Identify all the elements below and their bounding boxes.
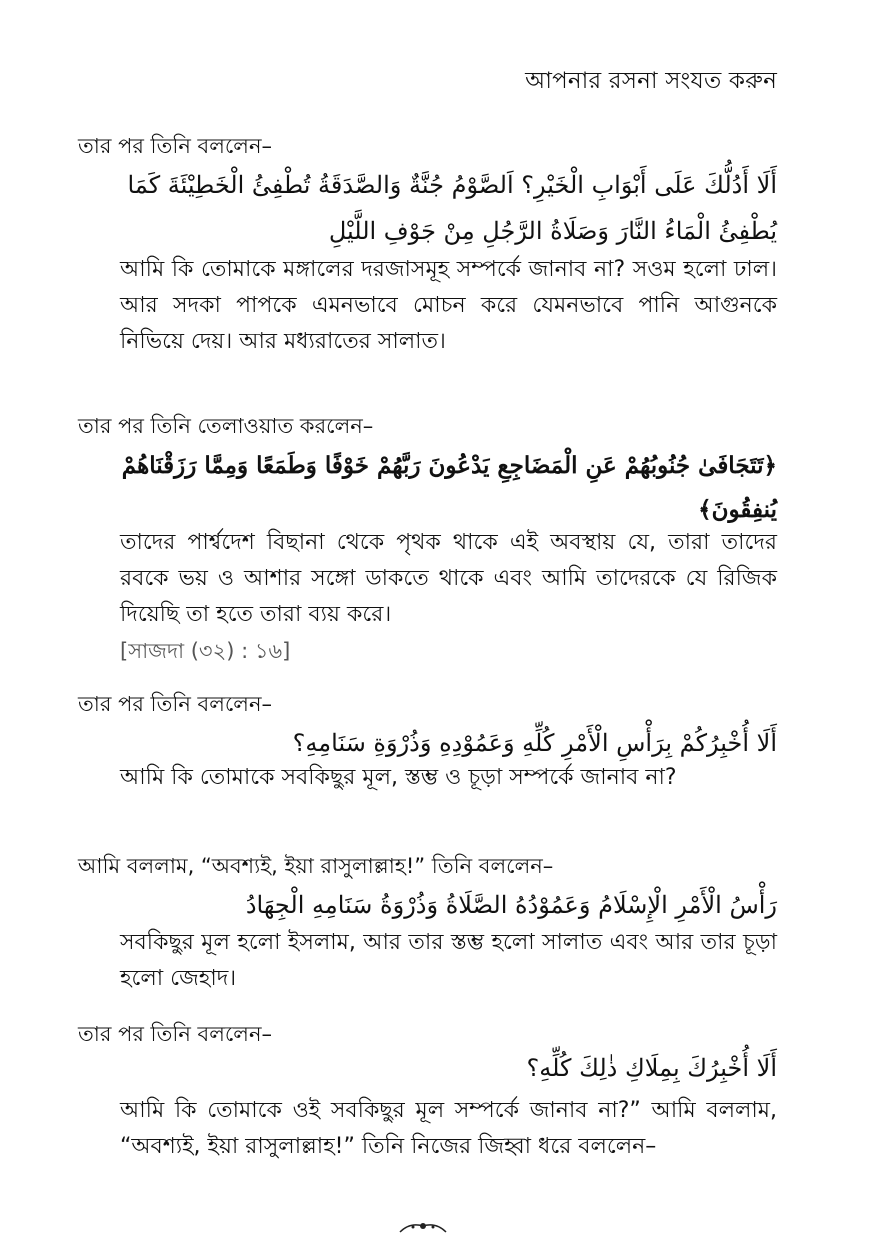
section-3-translation: আমি কি তোমাকে সবকিছুর মূল, স্তম্ভ ও চূড়া সম্পর্কে জানাব না? [120,765,677,790]
running-header: আপনার রসনা সংযত করুন [525,68,777,94]
section-4-arabic: رَأْسُ الْأَمْرِ الْإِسْلَامُ وَعَمُوْدُهُ الصَّلَاةُ وَذُرْوَةُ سَنَامِهِ الْجِهَادُ [245,891,777,919]
section-5-translation: আমি কি তোমাকে ওই সবকিছুর মূল সম্পর্কে জানাব না?” আমি বললাম, “অবশ্যই, ইয়া রাসুলাল্লাহ!” তিনি নিজের জিহ্বা ধরে বললেন– [120,1098,777,1159]
section-4-translation: সবকিছুর মূল হলো ইসলাম, আর তার স্তম্ভ হলো সালাত এবং আর তার চূড়া হলো জেহাদ। [120,930,777,991]
section-1-arabic: أَلَا أَدُلُّكَ عَلَى أَبْوَابِ الْخَيْرِ؟ اَلصَّوْمُ جُنَّةٌ وَالصَّدَقَةُ تُطْفِئُ الْخَطِيْئَةَ كَمَا يُطْفِئُ الْمَاءُ النَّارَ وَصَلَاةُ الرَّجُلِ مِنْ جَوْفِ اللَّيْلِ [127,171,777,245]
section-2-intro: তার পর তিনি তেলাওয়াত করলেন– [78,414,374,438]
section-2-translation [120,525,777,670]
section-3-arabic: أَلَا أُخْبِرُكُمْ بِرَأْسِ الْأَمْرِ كُلِّهِ وَعَمُوْدِهِ وَذُرْوَةِ سَنَامِهِ؟ [292,729,777,757]
page-ornament-icon [398,1218,448,1234]
section-5-arabic: أَلَا أُخْبِرُكَ بِمِلَاكِ ذٰلِكَ كُلِّهِ؟ [526,1054,777,1082]
section-3-intro: তার পর তিনি বললেন– [78,692,272,716]
section-4-intro: আমি বললাম, “অবশ্যই, ইয়া রাসুলাল্লাহ!” তিনি বললেন– [78,854,554,878]
section-1-translation: আমি কি তোমাকে মঙ্গালের দরজাসমূহ সম্পর্কে জানাব না? সওম হলো ঢাল। আর সদকা পাপকে এমনভাবে মোচন করে যেমনভাবে পানি আগুনকে নিভিয়ে দেয়। আর মধ্যরাতের সালাত। [120,257,777,354]
section-2-arabic: ﴿تَتَجَافَىٰ جُنُوبُهُمْ عَنِ الْمَضَاجِعِ يَدْعُونَ رَبَّهُمْ خَوْفًا وَطَمَعًا وَمِمَّا رَزَقْنَاهُمْ يُنفِقُونَ﴾ [121,452,777,523]
section-2-reference: [সাজদা (৩২) : ১৬] [120,639,291,663]
section-2-translation-text: তাদের পার্শ্বদেশ বিছানা থেকে পৃথক থাকে এই অবস্থায় যে, তারা তাদের রবকে ভয় ও আশার সঙ্গো ডাকতে থাকে এবং আমি তাদেরকে যে রিজিক দিয়েছি তা হতে তারা ব্যয় করে। [120,530,777,627]
section-5-intro: তার পর তিনি বললেন– [78,1022,272,1046]
section-1-intro: তার পর তিনি বললেন– [78,134,272,158]
